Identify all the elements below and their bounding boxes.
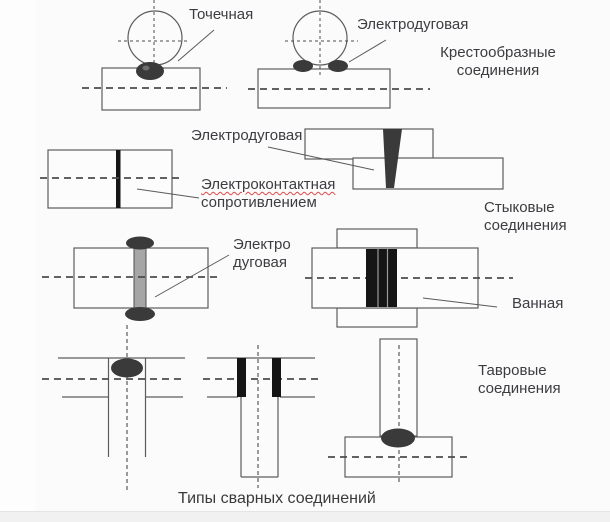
rod-arc-line2: дуговая — [233, 254, 288, 271]
side-weld-right — [272, 358, 281, 397]
tee-group-line2: соединения — [478, 380, 561, 397]
figure-bath-weld-joint — [305, 229, 513, 327]
side-weld-left — [237, 358, 246, 397]
upper-plate-rect — [305, 129, 433, 159]
plate-rect — [48, 150, 172, 208]
label-bath-weld: Ванная — [512, 295, 564, 312]
label-tee-joints-group — [478, 362, 561, 398]
label-spot-weld: Точечная — [189, 6, 254, 23]
contact-weld-line2: сопротивлением — [201, 194, 317, 211]
tee-group-line1: Тавровые — [478, 362, 547, 379]
form-rect-top — [337, 229, 417, 248]
leader-line-spot — [178, 30, 214, 61]
weld-bead-bottom — [125, 307, 155, 321]
lower-plate-rect — [353, 158, 503, 189]
label-arc-weld-butt: Электродуговая — [191, 127, 303, 144]
weld-bead — [381, 429, 415, 448]
figure-rod-joint-arc — [42, 237, 229, 322]
diagram-caption: Типы сварных соединений — [178, 490, 376, 507]
form-rect-bottom — [337, 308, 417, 327]
label-contact-weld — [201, 176, 335, 212]
label-cross-joints-group — [434, 44, 562, 80]
rod-circle — [128, 11, 182, 65]
contact-weld-line1: Электроконтактная — [201, 176, 336, 193]
arc-weld-bead-left — [293, 60, 313, 72]
cross-group-line1: Крестообразные — [440, 44, 556, 61]
arc-weld-bead-right — [328, 60, 348, 72]
figure-tee-joint-bar — [328, 339, 470, 485]
leader-line-arc — [349, 40, 386, 62]
spot-weld-nugget — [136, 62, 164, 80]
bath-weld-seam — [366, 249, 397, 307]
spot-weld-nugget — [111, 359, 143, 378]
figure-tee-joint-spot — [42, 325, 185, 490]
figure-butt-joint-contact — [40, 150, 199, 208]
label-arc-weld-rod — [233, 236, 291, 272]
contact-weld-seam — [116, 150, 121, 208]
rod-arc-line1: Электро — [233, 236, 291, 253]
figure-tee-joint-side-welds — [203, 345, 318, 488]
butt-group-line1: Стыковые — [484, 199, 555, 216]
label-butt-joints-group — [484, 199, 567, 235]
label-arc-weld-cross: Электродуговая — [357, 16, 469, 33]
rod-bar — [134, 248, 146, 308]
weld-highlight — [143, 66, 150, 71]
butt-group-line2: соединения — [484, 217, 567, 234]
cross-group-line2: соединения — [456, 62, 540, 79]
weld-bead-top — [126, 237, 154, 250]
